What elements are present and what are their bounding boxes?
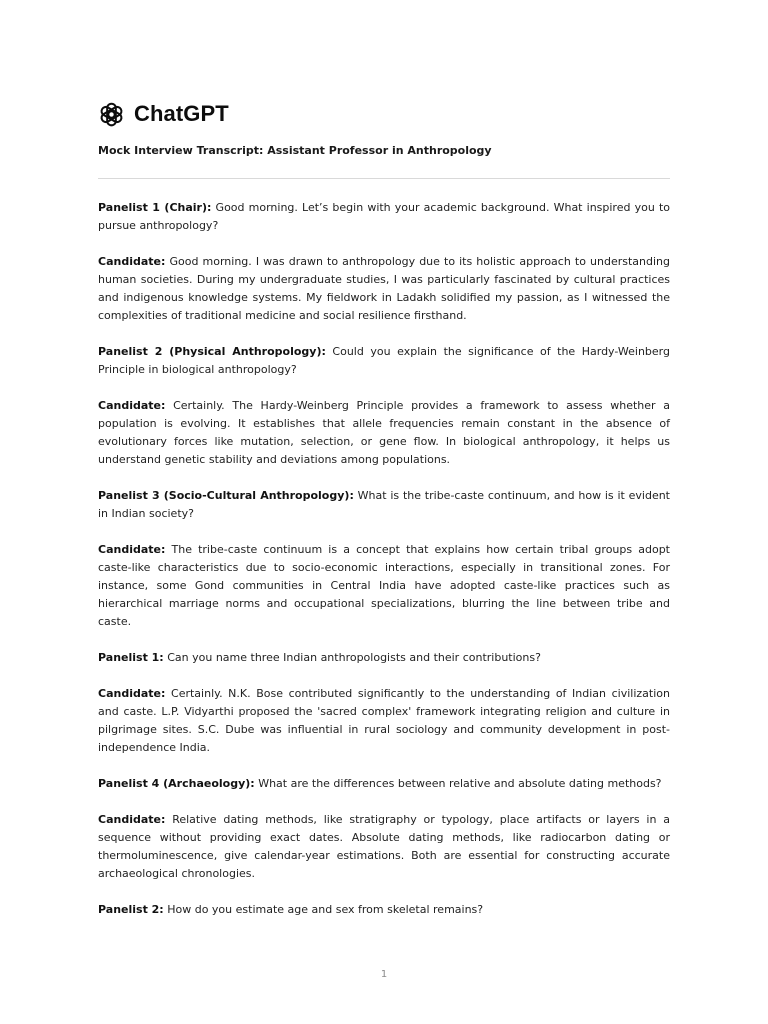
transcript-turn: [98, 253, 670, 325]
page-number: 1: [380, 969, 388, 980]
speaker-label: Candidate:: [98, 543, 166, 556]
turn-text: Could you explain the significance of the Hardy-Weinberg Principle in biological anthropology?: [98, 345, 670, 376]
transcript-turn: [98, 901, 670, 919]
speaker-label: Candidate:: [98, 255, 166, 268]
speaker-label: Candidate:: [98, 813, 166, 826]
transcript-turn: [98, 775, 670, 793]
turn-text: Good morning. Let’s begin with your academic background. What inspired you to pursue anthropology?: [98, 201, 670, 232]
speaker-label: Panelist 2 (Physical Anthropology):: [98, 345, 326, 358]
speaker-label: Panelist 2:: [98, 903, 164, 916]
document-page: [98, 98, 670, 937]
speaker-label: Panelist 4 (Archaeology):: [98, 777, 255, 790]
speaker-label: Panelist 1:: [98, 651, 164, 664]
transcript-turn: [98, 541, 670, 631]
turn-text: Certainly. N.K. Bose contributed significantly to the understanding of Indian civilization and caste. L.P. Vidyarthi proposed the 'sacred complex' framework integrating religion and culture in pilgrimage sites. S.C. Dube was influential in rural sociology and community development in post-independence India.: [98, 687, 670, 754]
speaker-label: Candidate:: [98, 399, 166, 412]
brand-header: [98, 98, 670, 130]
turn-text: The tribe-caste continuum is a concept that explains how certain tribal groups adopt caste-like characteristics due to socio-economic interactions, especially in transitional zones. For instance, some Gond communities in Central India have adopted caste-like practices such as hierarchical marriage norms and occupational specializations, blurring the line between tribe and caste.: [98, 543, 670, 628]
transcript-turn: [98, 343, 670, 379]
transcript-turn: [98, 685, 670, 757]
transcript-turn: [98, 397, 670, 469]
turn-text: How do you estimate age and sex from skeletal remains?: [167, 903, 484, 916]
document-title: Mock Interview Transcript: Assistant Professor in Anthropology: [98, 144, 492, 157]
transcript-turn: [98, 199, 670, 235]
openai-logo-icon: [98, 101, 125, 128]
transcript: [98, 199, 670, 919]
turn-text: Relative dating methods, like stratigraphy or typology, place artifacts or layers in a sequence without providing exact dates. Absolute dating methods, like radiocarbon dating or thermoluminescence, give calendar-year estimations. Both are essential for constructing accurate archaeological chronologies.: [98, 813, 670, 880]
turn-text: What are the differences between relative and absolute dating methods?: [258, 777, 662, 790]
transcript-turn: [98, 649, 670, 667]
speaker-label: Panelist 3 (Socio-Cultural Anthropology):: [98, 489, 354, 502]
turn-text: Certainly. The Hardy-Weinberg Principle provides a framework to assess whether a population is evolving. It establishes that allele frequencies remain constant in the absence of evolutionary forces like mutation, selection, or gene flow. In biological anthropology, it helps us understand genetic stability and deviations among populations.: [98, 399, 670, 466]
brand-name: ChatGPT: [134, 101, 229, 126]
speaker-label: Candidate:: [98, 687, 166, 700]
title-divider: [98, 178, 670, 179]
turn-text: Good morning. I was drawn to anthropology due to its holistic approach to understanding human societies. During my undergraduate studies, I was particularly fascinated by cultural practices and indigenous knowledge systems. My fieldwork in Ladakh solidified my passion, as I witnessed the complexities of traditional medicine and social resilience firsthand.: [98, 255, 670, 322]
transcript-turn: [98, 487, 670, 523]
speaker-label: Panelist 1 (Chair):: [98, 201, 212, 214]
turn-text: What is the tribe-caste continuum, and how is it evident in Indian society?: [98, 489, 670, 520]
turn-text: Can you name three Indian anthropologists and their contributions?: [167, 651, 541, 664]
transcript-turn: [98, 811, 670, 883]
